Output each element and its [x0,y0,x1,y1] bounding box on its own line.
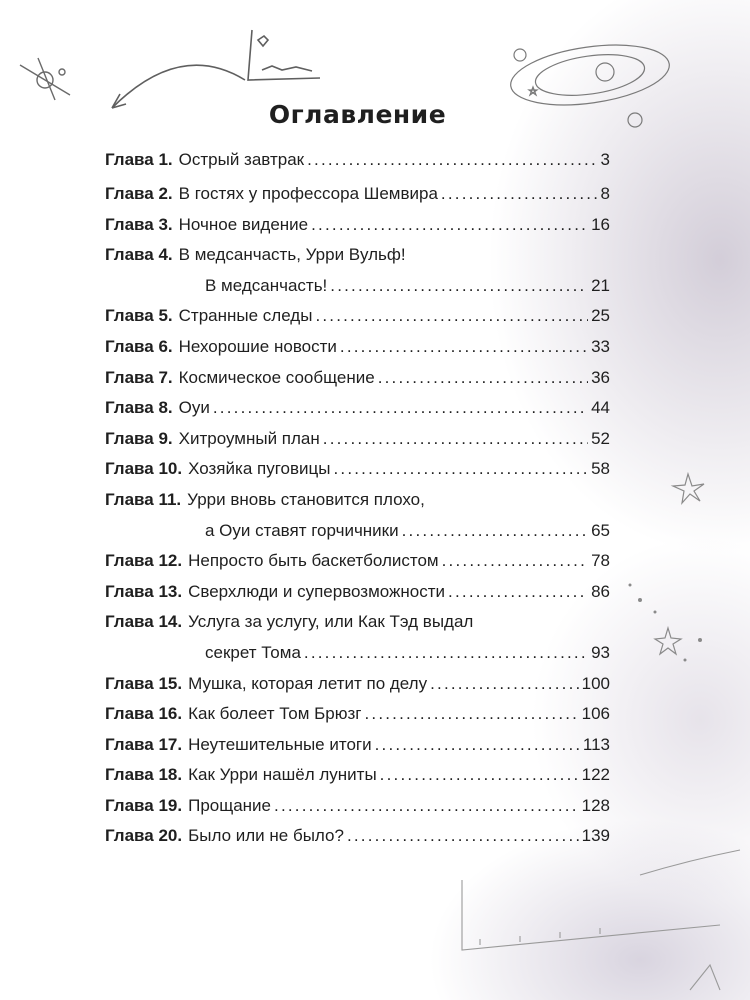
leader-dots [315,306,588,326]
chapter-label: Глава 15. [105,673,183,693]
leader-dots [347,826,579,846]
page-number: 58 [591,459,610,479]
leader-dots [402,521,588,541]
chapter-label: Глава 8. [105,398,173,418]
chapter-label: Глава 6. [105,336,173,356]
chapter-label: Глава 20. [105,826,183,846]
page-number: 65 [591,520,610,540]
toc-entry [105,826,610,857]
chapter-title: Услуга за услугу, или Как Тэд выдал [188,612,474,632]
molecule-sketch-icon [20,58,70,100]
leader-dots [442,551,588,571]
leader-dots [364,704,578,724]
leader-dots [333,459,588,479]
page-number: 25 [591,306,610,326]
chapter-title: Неутешительные итоги [188,734,372,754]
chapter-label: Глава 19. [105,795,183,815]
toc-entry [105,796,610,827]
chapter-title: Урри вновь становится плохо, [187,489,425,509]
chapter-title: Хитроумный план [178,428,320,448]
chapter-label: Глава 18. [105,765,183,785]
chapter-title: В гостях у профессора Шемвира [178,184,438,203]
chapter-label: Глава 3. [105,214,173,234]
leader-dots [304,643,588,663]
graph-sketch-icon [462,850,740,990]
chapter-title-continued: а Оуи ставят горчичники [205,520,399,540]
chapter-title: Нехорошие новости [178,336,337,356]
leader-dots [311,215,588,235]
toc-entry [105,150,610,184]
table-of-contents [105,150,610,857]
page-number: 78 [591,551,610,571]
page-number: 86 [591,581,610,601]
chapter-label: Глава 2. [105,184,173,203]
page-number: 36 [591,367,610,387]
chapter-title: Прощание [188,795,272,815]
toc-entry [105,429,610,460]
toc-entry [105,184,610,215]
leader-dots [340,337,588,357]
chapter-label: Глава 17. [105,734,183,754]
chapter-title-continued: В медсанчасть! [205,275,328,295]
page-number: 52 [591,428,610,448]
toc-entry [105,704,610,735]
page-number: 3 [600,150,610,169]
leader-dots [307,150,597,170]
page-number: 106 [581,704,610,724]
toc-entry [105,674,610,705]
page-number: 100 [581,673,610,693]
parabola-sketch-icon [112,30,320,108]
toc-entry-continuation [105,276,610,307]
toc-entry [105,735,610,766]
chapter-label: Глава 4. [105,245,173,265]
page-number: 128 [581,795,610,815]
toc-entry [105,337,610,368]
toc-entry-continuation [105,521,610,552]
chapter-title: Сверхлюди и супервозможности [188,581,446,601]
toc-entry [105,582,610,613]
page-title: Оглавление [268,100,447,129]
toc-entry [105,490,610,521]
leader-dots [380,765,579,785]
chapter-label: Глава 11. [105,489,182,509]
leader-dots [378,368,588,388]
chapter-label: Глава 5. [105,306,173,326]
chapter-title: Странные следы [178,306,313,326]
chapter-title: В медсанчасть, Урри Вульф! [178,245,406,265]
toc-entry [105,765,610,796]
chapter-title: Как болеет Том Брюзг [188,704,362,724]
toc-entry [105,551,610,582]
toc-entry [105,245,610,276]
page-number: 122 [581,765,610,785]
page-number: 113 [582,734,610,754]
chapter-title-continued: секрет Тома [205,642,301,662]
toc-entry [105,306,610,337]
toc-entry [105,612,610,643]
page-number: 16 [591,214,610,234]
chapter-title: Космическое сообщение [178,367,375,387]
page-number: 33 [591,336,610,356]
page-number: 21 [591,275,610,295]
leader-dots [448,582,588,602]
chapter-title: Как Урри нашёл луниты [188,765,377,785]
chapter-label: Глава 16. [105,704,183,724]
chapter-label: Глава 10. [105,459,183,479]
chapter-title: Острый завтрак [178,150,305,169]
leader-dots [323,429,588,449]
toc-entry [105,398,610,429]
chapter-label: Глава 9. [105,428,173,448]
page-number: 93 [591,642,610,662]
chapter-title: Было или не было? [188,826,344,846]
chapter-label: Глава 14. [105,612,183,632]
leader-dots [375,735,580,755]
chapter-title: Мушка, которая летит по делу [188,673,428,693]
chapter-label: Глава 12. [105,551,183,571]
page-number: 44 [591,398,610,418]
toc-entry [105,459,610,490]
chapter-label: Глава 7. [105,367,173,387]
toc-entry-continuation [105,643,610,674]
chapter-label: Глава 13. [105,581,183,601]
page-number: 8 [600,184,610,203]
chapter-title: Оуи [178,398,210,418]
toc-entry [105,215,610,246]
chapter-title: Непросто быть баскетболистом [188,551,439,571]
star-sketch-icon [655,474,704,654]
chapter-title: Хозяйка пуговицы [188,459,331,479]
chapter-title: Ночное видение [178,214,309,234]
chapter-label: Глава 1. [105,150,173,169]
leader-dots [430,674,579,694]
leader-dots [274,796,579,816]
page-number: 139 [581,826,610,846]
leader-dots [213,398,588,418]
leader-dots [441,184,598,204]
toc-entry [105,368,610,399]
leader-dots [330,276,588,296]
